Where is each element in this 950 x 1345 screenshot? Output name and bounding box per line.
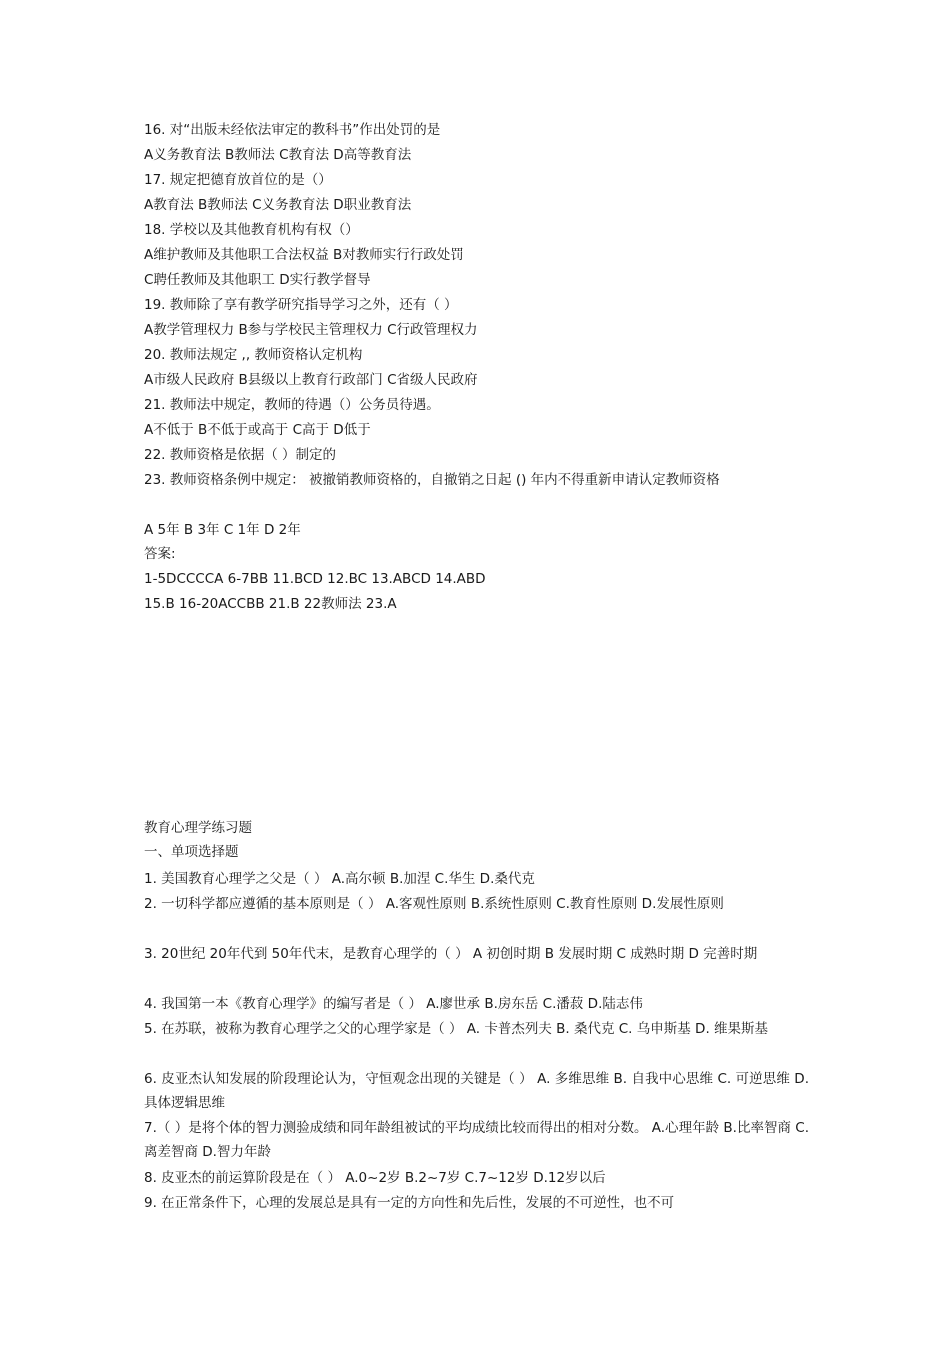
answers-line-2: 15.B 16-20ACCBB 21.B 22教师法 23.A xyxy=(144,596,397,612)
psych-question-1: 1. 美国教育心理学之父是（ ） A.高尔顿 B.加涅 C.华生 D.桑代克 xyxy=(144,871,535,887)
question-23-options: A 5年 B 3年 C 1年 D 2年 xyxy=(144,522,301,538)
question-18-options-a: A维护教师及其他职工合法权益 B对教师实行行政处罚 xyxy=(144,247,464,263)
question-17: 17. 规定把德育放首位的是（） xyxy=(144,172,332,188)
question-22: 22. 教师资格是依据（ ）制定的 xyxy=(144,447,337,463)
question-23: 23. 教师资格条例中规定： 被撤销教师资格的，自撤销之日起 () 年内不得重新申请认定教师资格 xyxy=(144,472,720,488)
answers-line-1: 1-5DCCCCA 6-7BB 11.BCD 12.BC 13.ABCD 14.ABD xyxy=(144,571,486,587)
question-19-options: A教学管理权力 B参与学校民主管理权力 C行政管理权力 xyxy=(144,322,478,338)
question-19: 19. 教师除了享有教学研究指导学习之外，还有（ ） xyxy=(144,297,458,313)
psych-question-2: 2. 一切科学都应遵循的基本原则是（ ） A.客观性原则 B.系统性原则 C.教育性原则 D.发展性原则 xyxy=(144,896,724,912)
question-18: 18. 学校以及其他教育机构有权（） xyxy=(144,222,359,238)
question-17-options: A教育法 B教师法 C义务教育法 D职业教育法 xyxy=(144,197,412,213)
section-heading: 一、单项选择题 xyxy=(144,844,239,860)
question-21: 21. 教师法中规定，教师的待遇（）公务员待遇。 xyxy=(144,397,440,413)
question-16-options: A义务教育法 B教师法 C教育法 D高等教育法 xyxy=(144,147,412,163)
psych-question-3: 3. 20世纪 20年代到 50年代末，是教育心理学的（ ） A 初创时期 B 发展时期 C 成熟时期 D 完善时期 xyxy=(144,946,758,962)
section-title: 教育心理学练习题 xyxy=(144,820,252,836)
question-20: 20. 教师法规定 ,, 教师资格认定机构 xyxy=(144,347,363,363)
question-16: 16. 对“出版未经依法审定的教科书”作出处罚的是 xyxy=(144,122,441,138)
question-18-options-b: C聘任教师及其他职工 D实行教学督导 xyxy=(144,272,371,288)
answer-label: 答案: xyxy=(144,546,176,562)
psych-question-9: 9. 在正常条件下，心理的发展总是具有一定的方向性和先后性，发展的不可逆性，也不可 xyxy=(144,1195,675,1211)
psych-question-8: 8. 皮亚杰的前运算阶段是在（ ） A.0~2岁 B.2~7岁 C.7~12岁 D.12岁以后 xyxy=(144,1170,606,1186)
psych-question-4: 4. 我国第一本《教育心理学》的编写者是（ ） A.廖世承 B.房东岳 C.潘菽 D.陆志伟 xyxy=(144,996,643,1012)
question-21-options: A不低于 B不低于或高于 C高于 D低于 xyxy=(144,422,371,438)
psych-question-5: 5. 在苏联，被称为教育心理学之父的心理学家是（ ） A. 卡普杰列夫 B. 桑代克 C. 乌申斯基 D. 维果斯基 xyxy=(144,1021,769,1037)
question-20-options: A市级人民政府 B县级以上教育行政部门 C省级人民政府 xyxy=(144,372,478,388)
psych-question-7: 7.（ ）是将个体的智力测验成绩和同年龄组被试的平均成绩比较而得出的相对分数。 A.心理年龄 B.比率智商 C.离差智商 D.智力年龄 xyxy=(144,1120,809,1160)
psych-question-6: 6. 皮亚杰认知发展的阶段理论认为，守恒观念出现的关键是（ ） A. 多维思维 B. 自我中心思维 C. 可逆思维 D. 具体逻辑思维 xyxy=(144,1071,809,1111)
